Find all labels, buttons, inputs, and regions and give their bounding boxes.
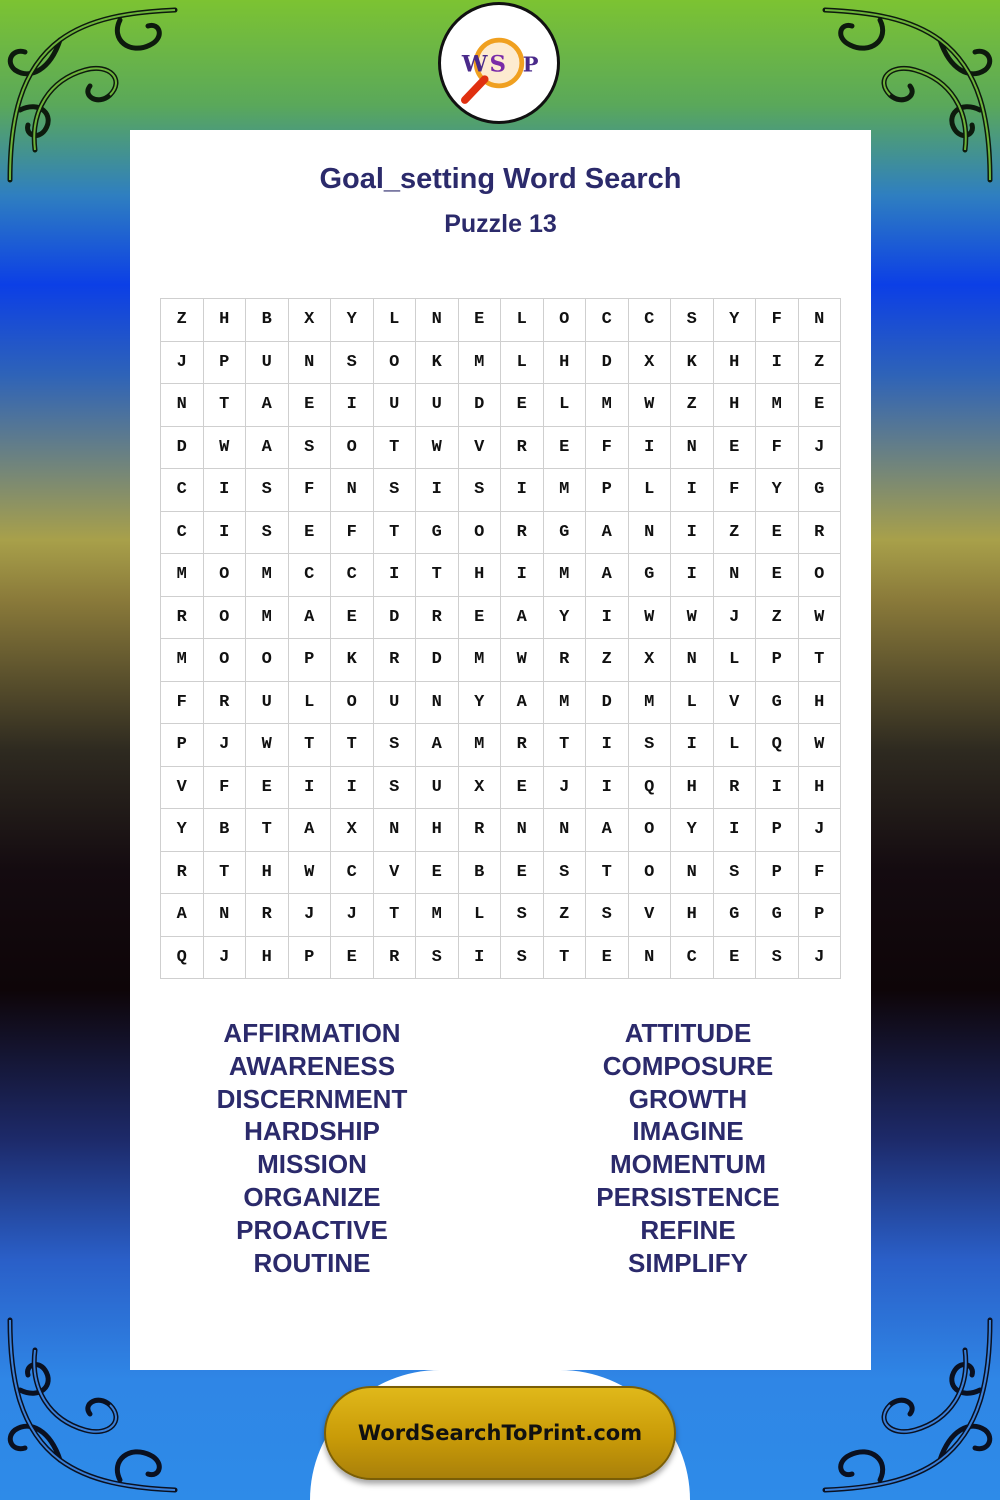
grid-cell: G: [544, 512, 587, 555]
grid-cell: I: [756, 342, 799, 385]
grid-cell: G: [799, 469, 842, 512]
grid-cell: N: [416, 299, 459, 342]
word-list-right: [538, 1017, 838, 1279]
grid-cell: S: [714, 852, 757, 895]
grid-cell: W: [416, 427, 459, 470]
grid-cell: J: [204, 724, 247, 767]
grid-cell: R: [161, 852, 204, 895]
grid-cell: L: [544, 384, 587, 427]
grid-cell: M: [756, 384, 799, 427]
grid-cell: M: [586, 384, 629, 427]
grid-cell: I: [331, 767, 374, 810]
grid-cell: E: [501, 852, 544, 895]
grid-cell: S: [756, 937, 799, 980]
grid-cell: U: [416, 767, 459, 810]
grid-cell: I: [671, 512, 714, 555]
grid-cell: F: [289, 469, 332, 512]
grid-cell: J: [331, 894, 374, 937]
grid-cell: C: [671, 937, 714, 980]
grid-cell: O: [331, 682, 374, 725]
grid-cell: H: [459, 554, 502, 597]
grid-cell: K: [671, 342, 714, 385]
grid-cell: W: [799, 724, 842, 767]
grid-cell: C: [331, 852, 374, 895]
grid-cell: I: [204, 469, 247, 512]
grid-cell: M: [544, 469, 587, 512]
word-list-item: IMAGINE: [632, 1116, 744, 1147]
grid-cell: F: [586, 427, 629, 470]
grid-cell: A: [586, 512, 629, 555]
grid-cell: R: [246, 894, 289, 937]
grid-cell: O: [374, 342, 417, 385]
grid-cell: P: [289, 937, 332, 980]
grid-cell: J: [289, 894, 332, 937]
grid-cell: J: [544, 767, 587, 810]
grid-cell: J: [161, 342, 204, 385]
grid-cell: E: [459, 299, 502, 342]
grid-cell: N: [629, 937, 672, 980]
grid-cell: C: [161, 469, 204, 512]
grid-cell: A: [416, 724, 459, 767]
grid-cell: D: [374, 597, 417, 640]
grid-cell: I: [756, 767, 799, 810]
grid-cell: D: [586, 682, 629, 725]
grid-cell: R: [459, 809, 502, 852]
grid-cell: A: [246, 427, 289, 470]
grid-cell: J: [204, 937, 247, 980]
grid-cell: P: [586, 469, 629, 512]
grid-cell: N: [544, 809, 587, 852]
grid-cell: T: [416, 554, 459, 597]
grid-cell: W: [289, 852, 332, 895]
grid-cell: E: [501, 767, 544, 810]
grid-cell: E: [331, 937, 374, 980]
grid-cell: Z: [544, 894, 587, 937]
grid-cell: Z: [799, 342, 842, 385]
grid-cell: O: [204, 639, 247, 682]
grid-cell: H: [246, 937, 289, 980]
grid-cell: R: [204, 682, 247, 725]
grid-cell: H: [246, 852, 289, 895]
word-list-item: ATTITUDE: [624, 1018, 752, 1048]
grid-cell: M: [544, 682, 587, 725]
logo-letter-s: S: [489, 51, 506, 78]
grid-cell: S: [459, 469, 502, 512]
grid-cell: Y: [756, 469, 799, 512]
grid-cell: M: [544, 554, 587, 597]
grid-cell: E: [714, 937, 757, 980]
grid-cell: X: [459, 767, 502, 810]
grid-cell: R: [501, 427, 544, 470]
grid-cell: R: [544, 639, 587, 682]
grid-cell: K: [416, 342, 459, 385]
grid-cell: S: [246, 469, 289, 512]
grid-cell: S: [671, 299, 714, 342]
grid-cell: H: [544, 342, 587, 385]
grid-cell: G: [629, 554, 672, 597]
grid-cell: T: [204, 384, 247, 427]
grid-cell: Y: [161, 809, 204, 852]
grid-cell: A: [289, 597, 332, 640]
grid-cell: G: [416, 512, 459, 555]
grid-cell: X: [629, 639, 672, 682]
puzzle-card: [130, 130, 871, 1370]
grid-cell: V: [714, 682, 757, 725]
grid-cell: N: [289, 342, 332, 385]
magnifier-logo-icon: [441, 5, 557, 121]
grid-cell: T: [374, 894, 417, 937]
grid-cell: N: [671, 639, 714, 682]
grid-cell: M: [629, 682, 672, 725]
grid-cell: I: [416, 469, 459, 512]
grid-cell: I: [671, 724, 714, 767]
grid-cell: T: [204, 852, 247, 895]
grid-cell: T: [289, 724, 332, 767]
grid-cell: E: [544, 427, 587, 470]
grid-cell: O: [544, 299, 587, 342]
grid-cell: I: [501, 469, 544, 512]
grid-cell: E: [246, 767, 289, 810]
grid-cell: A: [161, 894, 204, 937]
grid-cell: E: [586, 937, 629, 980]
grid-cell: I: [289, 767, 332, 810]
word-list-item: HARDSHIP: [244, 1116, 380, 1147]
grid-cell: U: [374, 384, 417, 427]
grid-cell: Q: [161, 937, 204, 980]
grid-cell: T: [586, 852, 629, 895]
grid-cell: H: [714, 342, 757, 385]
word-list-item: MISSION: [257, 1149, 367, 1180]
word-list-item: MOMENTUM: [610, 1149, 766, 1180]
grid-cell: Q: [756, 724, 799, 767]
grid-cell: R: [714, 767, 757, 810]
grid-cell: T: [374, 512, 417, 555]
grid-cell: F: [331, 512, 374, 555]
grid-cell: L: [374, 299, 417, 342]
grid-cell: E: [501, 384, 544, 427]
word-list-left: [162, 1017, 462, 1279]
wsp-logo: [438, 2, 560, 124]
grid-cell: S: [246, 512, 289, 555]
grid-cell: W: [629, 597, 672, 640]
word-list-item: COMPOSURE: [602, 1050, 774, 1081]
grid-cell: E: [289, 384, 332, 427]
grid-cell: M: [459, 724, 502, 767]
grid-cell: Z: [671, 384, 714, 427]
grid-cell: N: [374, 809, 417, 852]
grid-cell: L: [714, 639, 757, 682]
grid-cell: U: [246, 342, 289, 385]
grid-cell: D: [161, 427, 204, 470]
grid-cell: T: [544, 724, 587, 767]
grid-cell: I: [714, 809, 757, 852]
grid-cell: R: [416, 597, 459, 640]
grid-cell: M: [459, 342, 502, 385]
grid-cell: N: [714, 554, 757, 597]
grid-cell: N: [629, 512, 672, 555]
grid-cell: A: [586, 809, 629, 852]
grid-cell: S: [501, 894, 544, 937]
grid-cell: F: [756, 427, 799, 470]
grid-cell: H: [204, 299, 247, 342]
grid-cell: O: [204, 597, 247, 640]
grid-cell: O: [204, 554, 247, 597]
grid-cell: S: [416, 937, 459, 980]
grid-cell: I: [629, 427, 672, 470]
word-list-item: AFFIRMATION: [223, 1018, 401, 1048]
word-list-item: REFINE: [640, 1214, 736, 1245]
grid-cell: I: [586, 724, 629, 767]
grid-cell: P: [756, 809, 799, 852]
grid-cell: T: [331, 724, 374, 767]
grid-cell: E: [799, 384, 842, 427]
grid-cell: Y: [671, 809, 714, 852]
grid-cell: U: [416, 384, 459, 427]
grid-cell: W: [629, 384, 672, 427]
grid-cell: M: [459, 639, 502, 682]
grid-cell: R: [161, 597, 204, 640]
grid-cell: J: [799, 937, 842, 980]
grid-cell: E: [714, 427, 757, 470]
grid-cell: M: [416, 894, 459, 937]
grid-cell: E: [289, 512, 332, 555]
grid-cell: C: [586, 299, 629, 342]
grid-cell: P: [204, 342, 247, 385]
grid-cell: I: [374, 554, 417, 597]
word-list-item: PROACTIVE: [236, 1214, 388, 1245]
grid-cell: S: [374, 724, 417, 767]
grid-cell: I: [671, 469, 714, 512]
grid-cell: B: [459, 852, 502, 895]
grid-cell: U: [374, 682, 417, 725]
grid-cell: L: [671, 682, 714, 725]
grid-cell: R: [374, 937, 417, 980]
grid-cell: I: [501, 554, 544, 597]
grid-cell: N: [671, 852, 714, 895]
grid-cell: F: [714, 469, 757, 512]
grid-cell: Z: [586, 639, 629, 682]
grid-cell: G: [756, 682, 799, 725]
grid-cell: N: [416, 682, 459, 725]
grid-cell: D: [586, 342, 629, 385]
grid-cell: S: [374, 469, 417, 512]
grid-cell: E: [459, 597, 502, 640]
grid-cell: H: [671, 767, 714, 810]
grid-cell: A: [289, 809, 332, 852]
grid-cell: S: [374, 767, 417, 810]
grid-cell: H: [799, 682, 842, 725]
grid-cell: W: [501, 639, 544, 682]
grid-cell: R: [501, 724, 544, 767]
grid-cell: M: [246, 554, 289, 597]
word-list-item: SIMPLIFY: [628, 1247, 748, 1278]
grid-cell: Y: [331, 299, 374, 342]
grid-cell: S: [629, 724, 672, 767]
grid-cell: F: [756, 299, 799, 342]
grid-cell: J: [799, 809, 842, 852]
grid-cell: T: [246, 809, 289, 852]
grid-cell: E: [756, 512, 799, 555]
grid-cell: P: [289, 639, 332, 682]
grid-cell: L: [459, 894, 502, 937]
grid-cell: V: [459, 427, 502, 470]
grid-cell: W: [246, 724, 289, 767]
grid-cell: Q: [629, 767, 672, 810]
grid-cell: W: [204, 427, 247, 470]
grid-cell: K: [331, 639, 374, 682]
grid-cell: B: [246, 299, 289, 342]
grid-cell: R: [501, 512, 544, 555]
word-list-item: ROUTINE: [253, 1247, 371, 1278]
grid-cell: N: [671, 427, 714, 470]
grid-cell: S: [289, 427, 332, 470]
puzzle-number: Puzzle 13: [444, 210, 557, 238]
grid-cell: H: [799, 767, 842, 810]
grid-cell: A: [246, 384, 289, 427]
grid-cell: V: [161, 767, 204, 810]
grid-cell: A: [501, 682, 544, 725]
word-list-item: ORGANIZE: [243, 1181, 381, 1212]
grid-cell: S: [331, 342, 374, 385]
grid-cell: S: [544, 852, 587, 895]
grid-cell: L: [629, 469, 672, 512]
grid-cell: T: [374, 427, 417, 470]
grid-cell: G: [756, 894, 799, 937]
grid-cell: H: [416, 809, 459, 852]
grid-cell: I: [586, 597, 629, 640]
grid-cell: G: [714, 894, 757, 937]
grid-cell: C: [161, 512, 204, 555]
grid-cell: J: [714, 597, 757, 640]
grid-cell: X: [289, 299, 332, 342]
grid-cell: V: [374, 852, 417, 895]
word-list-item: AWARENESS: [228, 1050, 396, 1081]
grid-cell: N: [331, 469, 374, 512]
website-label: WordSearchToPrint.com: [357, 1421, 643, 1445]
letter-grid: [160, 298, 841, 979]
grid-cell: O: [629, 809, 672, 852]
grid-cell: R: [374, 639, 417, 682]
grid-cell: I: [671, 554, 714, 597]
grid-cell: W: [799, 597, 842, 640]
grid-cell: O: [629, 852, 672, 895]
grid-cell: H: [671, 894, 714, 937]
word-list-item: PERSISTENCE: [596, 1181, 780, 1212]
grid-cell: P: [161, 724, 204, 767]
grid-cell: L: [501, 299, 544, 342]
grid-cell: D: [459, 384, 502, 427]
logo-letter-w: W: [461, 51, 488, 78]
grid-cell: W: [671, 597, 714, 640]
grid-cell: F: [799, 852, 842, 895]
grid-cell: L: [501, 342, 544, 385]
grid-cell: X: [629, 342, 672, 385]
grid-cell: I: [586, 767, 629, 810]
logo-letter-p: P: [522, 51, 539, 77]
grid-cell: F: [204, 767, 247, 810]
grid-cell: Y: [459, 682, 502, 725]
word-list-item: DISCERNMENT: [216, 1083, 408, 1114]
grid-cell: N: [501, 809, 544, 852]
grid-cell: V: [629, 894, 672, 937]
grid-cell: P: [756, 639, 799, 682]
grid-cell: T: [799, 639, 842, 682]
grid-cell: D: [416, 639, 459, 682]
grid-cell: Z: [714, 512, 757, 555]
grid-cell: B: [204, 809, 247, 852]
grid-cell: F: [161, 682, 204, 725]
grid-cell: A: [501, 597, 544, 640]
grid-cell: L: [714, 724, 757, 767]
grid-cell: I: [331, 384, 374, 427]
grid-cell: O: [799, 554, 842, 597]
grid-cell: C: [331, 554, 374, 597]
grid-cell: C: [289, 554, 332, 597]
grid-cell: E: [416, 852, 459, 895]
page-title: Goal_setting Word Search: [319, 163, 682, 195]
grid-cell: M: [161, 554, 204, 597]
grid-cell: N: [799, 299, 842, 342]
grid-cell: O: [459, 512, 502, 555]
grid-cell: I: [459, 937, 502, 980]
grid-cell: J: [799, 427, 842, 470]
grid-cell: L: [289, 682, 332, 725]
grid-cell: Z: [756, 597, 799, 640]
grid-cell: E: [331, 597, 374, 640]
grid-cell: O: [331, 427, 374, 470]
grid-cell: I: [204, 512, 247, 555]
grid-cell: Y: [714, 299, 757, 342]
grid-cell: T: [544, 937, 587, 980]
grid-cell: H: [714, 384, 757, 427]
grid-cell: O: [246, 639, 289, 682]
grid-cell: A: [586, 554, 629, 597]
grid-cell: E: [756, 554, 799, 597]
grid-cell: M: [246, 597, 289, 640]
grid-cell: P: [799, 894, 842, 937]
grid-cell: S: [501, 937, 544, 980]
grid-cell: R: [799, 512, 842, 555]
grid-cell: S: [586, 894, 629, 937]
grid-cell: C: [629, 299, 672, 342]
grid-cell: Y: [544, 597, 587, 640]
grid-cell: U: [246, 682, 289, 725]
grid-cell: P: [756, 852, 799, 895]
grid-cell: X: [331, 809, 374, 852]
grid-cell: Z: [161, 299, 204, 342]
grid-cell: N: [204, 894, 247, 937]
website-button[interactable]: [324, 1386, 676, 1480]
grid-cell: N: [161, 384, 204, 427]
word-list-item: GROWTH: [628, 1083, 748, 1114]
grid-cell: M: [161, 639, 204, 682]
